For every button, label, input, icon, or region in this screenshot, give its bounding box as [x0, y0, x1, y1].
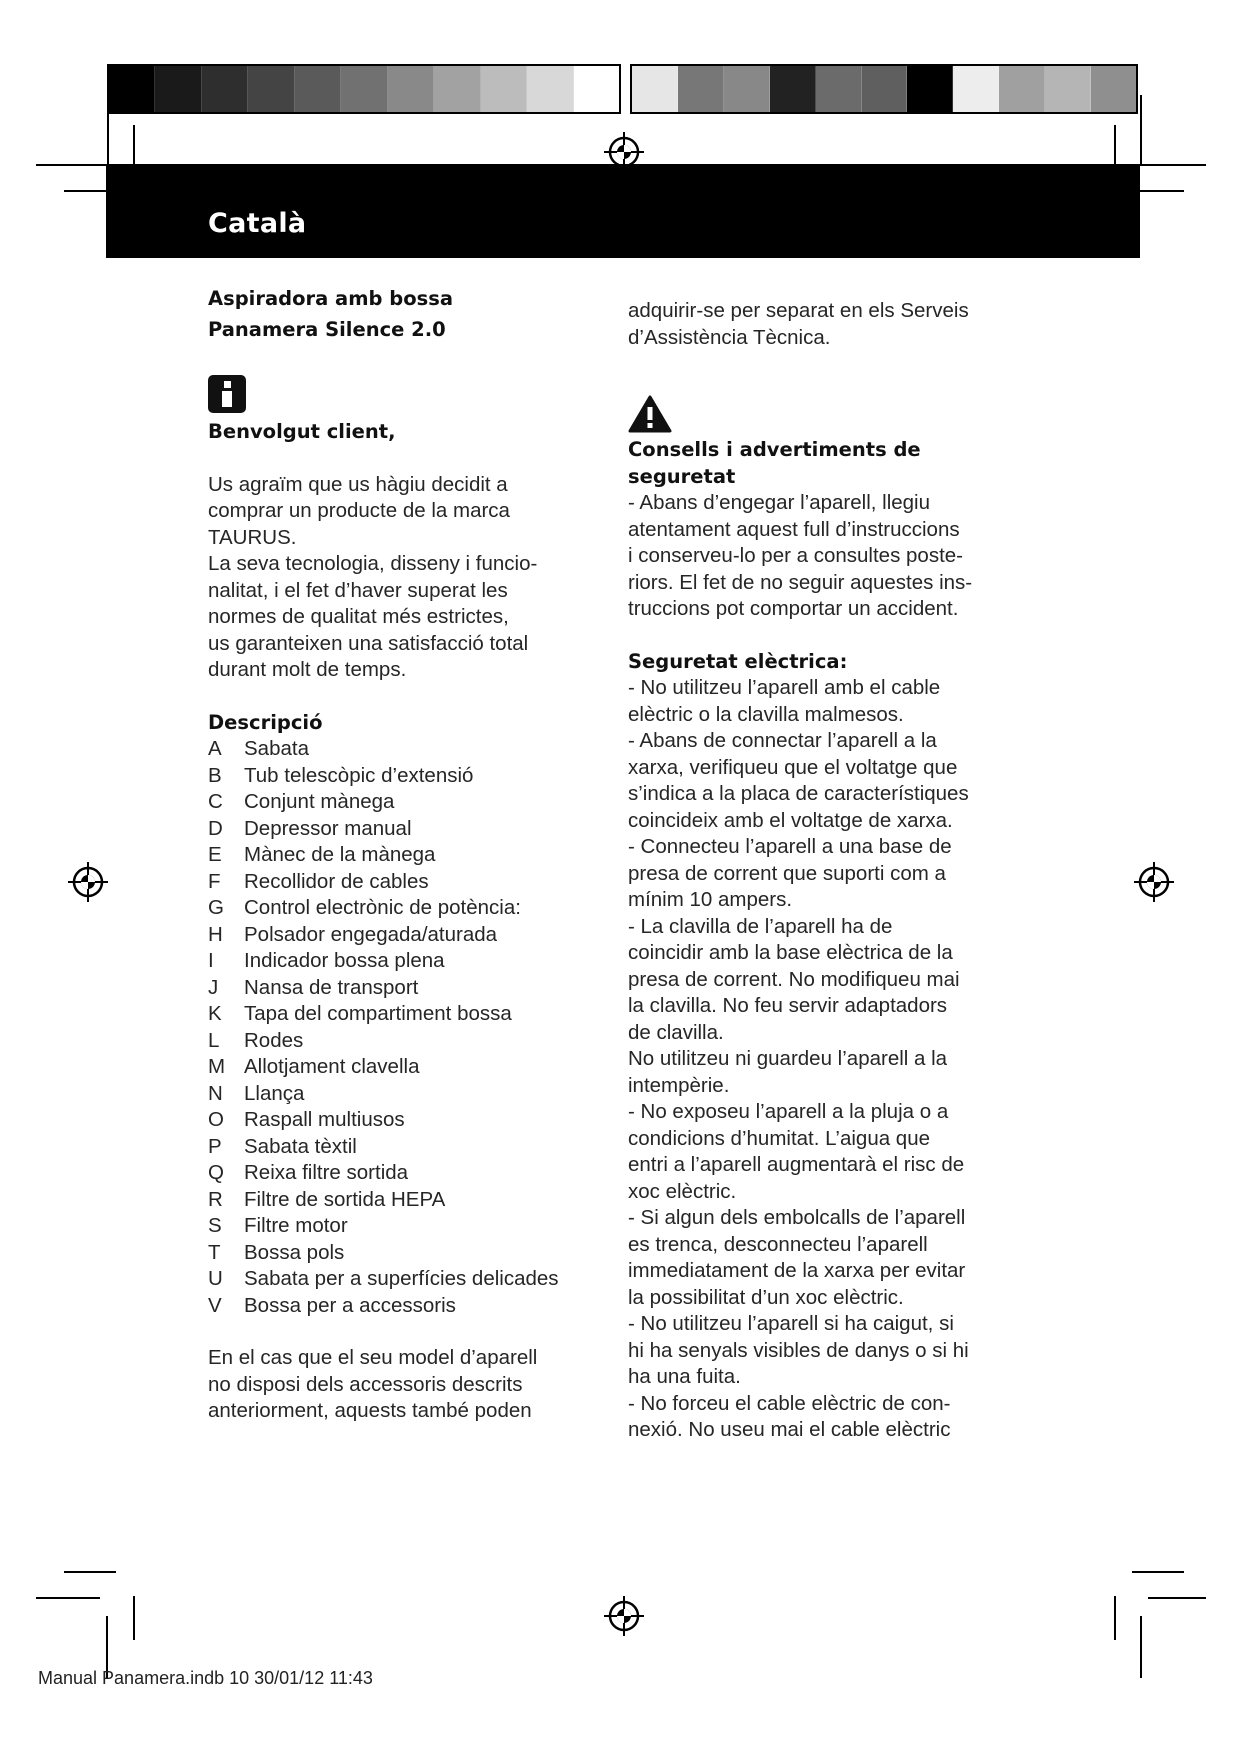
list-item-letter: O — [208, 1108, 224, 1131]
list-item-text: Conjunt mànega — [244, 790, 395, 813]
list-item-letter: H — [208, 922, 223, 946]
electrical-line: la possibilitat d’un xoc elèctric. — [628, 1285, 904, 1309]
list-item — [208, 922, 608, 949]
list-item — [208, 869, 608, 896]
crop-mark — [107, 95, 109, 165]
list-item-letter: K — [208, 1002, 222, 1025]
list-item-letter: N — [208, 1081, 223, 1105]
electrical-line: xoc elèctric. — [628, 1179, 737, 1203]
list-item — [208, 895, 608, 922]
electrical-line: coincidir amb la base elèctrica de la — [628, 941, 953, 964]
color-swatch — [770, 66, 816, 112]
electrical-line: s’indica a la placa de característiques — [628, 782, 969, 805]
description-list — [208, 736, 608, 1319]
electrical-line: hi ha senyals visibles de danys o si hi — [628, 1338, 969, 1362]
intro-line: Us agraïm que us hàgiu decidit a — [208, 472, 508, 496]
electrical-line: mínim 10 ampers. — [628, 888, 793, 911]
list-item-text: Reixa filtre sortida — [244, 1161, 409, 1184]
color-bar-left — [107, 64, 621, 114]
intro-line: durant molt de temps. — [208, 658, 407, 681]
list-item-text: Llança — [244, 1081, 305, 1105]
electrical-line: ha una fuita. — [628, 1365, 741, 1388]
color-swatch — [1091, 66, 1136, 112]
electrical-line: - No utilitzeu l’aparell si ha caigut, si — [628, 1312, 954, 1335]
continuation-text — [628, 298, 1028, 351]
electrical-line: de clavilla. — [628, 1020, 724, 1044]
color-swatch — [632, 66, 678, 112]
list-item-letter: B — [208, 763, 222, 787]
intro-text — [208, 472, 608, 684]
list-item-letter: T — [208, 1240, 221, 1264]
list-item-text: Indicador bossa plena — [244, 949, 445, 972]
list-item-letter: L — [208, 1028, 220, 1052]
list-item-letter: V — [208, 1293, 222, 1317]
safety-heading: Consells i advertiments de seguretat — [628, 438, 921, 488]
list-item-text: Nansa de transport — [244, 975, 419, 999]
list-item-text: Recollidor de cables — [244, 869, 429, 893]
list-item — [208, 736, 608, 763]
color-swatch — [109, 66, 155, 112]
electrical-line: - No utilitzeu l’aparell amb el cable — [628, 676, 941, 699]
list-item-text: Tub telescòpic d’extensió — [244, 763, 474, 787]
electrical-line: entri a l’aparell augmentarà el risc de — [628, 1153, 965, 1176]
crop-mark — [1114, 1596, 1116, 1640]
electrical-heading: Seguretat elèctrica: — [628, 649, 848, 673]
color-swatch — [434, 66, 480, 112]
list-item — [208, 1054, 608, 1081]
safety-line: truccions pot comportar un accident. — [628, 597, 959, 620]
warning-icon — [628, 395, 672, 433]
intro-line: us garanteixen una satisfacció total — [208, 631, 529, 655]
list-item — [208, 1134, 608, 1161]
electrical-line: condicions d’humitat. L’aigua que — [628, 1126, 931, 1150]
greeting: Benvolgut client, — [208, 420, 396, 443]
color-swatch — [481, 66, 527, 112]
intro-line: normes de qualitat més estrictes, — [208, 605, 509, 628]
crop-mark — [133, 1596, 135, 1640]
electrical-line: xarxa, verifiqueu que el voltatge que — [628, 755, 958, 779]
product-title-line1: Aspiradora amb bossa — [208, 287, 453, 310]
electrical-line: nexió. No useu mai el cable elèctric — [628, 1418, 951, 1441]
crop-mark — [64, 190, 108, 192]
electrical-line: la clavilla. No feu servir adaptadors — [628, 994, 948, 1017]
closing-line: En el cas que el seu model d’aparell — [208, 1346, 538, 1369]
list-item-letter: U — [208, 1267, 223, 1290]
color-swatch — [248, 66, 294, 112]
list-item-text: Filtre motor — [244, 1214, 348, 1237]
description-heading: Descripció — [208, 710, 323, 734]
list-item-text: Sabata per a superfícies delicades — [244, 1267, 559, 1290]
list-item-text: Control electrònic de potència: — [244, 896, 521, 919]
crop-mark — [36, 1597, 100, 1599]
crop-mark — [1140, 1616, 1142, 1678]
electrical-line: immediatament de la xarxa per evitar — [628, 1259, 966, 1282]
color-swatch — [527, 66, 573, 112]
intro-line: La seva tecnologia, disseny i funcio- — [208, 552, 538, 575]
list-item — [208, 1081, 608, 1108]
right-column — [628, 298, 1028, 1444]
crop-mark — [1132, 1571, 1184, 1573]
list-item-letter: E — [208, 843, 222, 866]
crop-mark — [36, 164, 108, 166]
safety-line: riors. El fet de no seguir aquestes ins- — [628, 570, 973, 594]
list-item-letter: G — [208, 896, 224, 919]
list-item — [208, 948, 608, 975]
color-swatch — [388, 66, 434, 112]
color-swatch — [953, 66, 999, 112]
list-item-text: Bossa pols — [244, 1240, 345, 1264]
electrical-line: - No forceu el cable elèctric de con- — [628, 1391, 951, 1415]
intro-line: comprar un producte de la marca — [208, 499, 510, 522]
closing-line: anteriorment, aquests també poden — [208, 1399, 532, 1422]
list-item — [208, 1160, 608, 1187]
list-item — [208, 1028, 608, 1055]
crop-mark — [1148, 1597, 1206, 1599]
electrical-line: presa de corrent. No modifiqueu mai — [628, 967, 960, 991]
electrical-line: coincideix amb el voltatge de xarxa. — [628, 808, 953, 832]
list-item-text: Filtre de sortida HEPA — [244, 1187, 446, 1211]
list-item-text: Sabata tèxtil — [244, 1134, 357, 1158]
list-item — [208, 1240, 608, 1267]
list-item-text: Bossa per a accessoris — [244, 1293, 456, 1317]
list-item-text: Allotjament clavella — [244, 1055, 420, 1078]
product-title-line2: Panamera Silence 2.0 — [208, 317, 446, 341]
list-item-letter: S — [208, 1214, 222, 1237]
info-icon — [208, 375, 246, 413]
closing-line: no disposi dels accessoris descrits — [208, 1372, 523, 1396]
list-item — [208, 763, 608, 790]
list-item-text: Mànec de la mànega — [244, 843, 436, 866]
left-column — [208, 286, 608, 1425]
registration-mark-icon — [602, 1594, 646, 1638]
color-swatch — [999, 66, 1045, 112]
electrical-line: - La clavilla de l’aparell ha de — [628, 914, 893, 938]
color-swatch — [295, 66, 341, 112]
safety-text — [628, 490, 1028, 623]
language-title: Català — [208, 208, 307, 239]
electrical-line: - Connecteu l’aparell a una base de — [628, 835, 952, 858]
color-swatch — [862, 66, 908, 112]
crop-mark — [64, 1571, 116, 1573]
electrical-line: - No exposeu l’aparell a la pluja o a — [628, 1100, 949, 1123]
footer-slug: Manual Panamera.indb 10 30/01/12 11:43 — [38, 1668, 373, 1688]
electrical-line: intempèrie. — [628, 1073, 730, 1097]
safety-line: - Abans d’engegar l’aparell, llegiu — [628, 491, 931, 514]
list-item-letter: M — [208, 1055, 226, 1078]
electrical-line: - Abans de connectar l’aparell a la — [628, 729, 937, 752]
list-item-text: Raspall multiusos — [244, 1108, 405, 1131]
registration-mark-icon — [66, 860, 110, 904]
crop-mark — [1140, 95, 1142, 165]
list-item-text: Rodes — [244, 1028, 304, 1052]
list-item — [208, 975, 608, 1002]
color-swatch — [724, 66, 770, 112]
list-item-letter: I — [208, 949, 214, 972]
list-item — [208, 816, 608, 843]
safety-line: atentament aquest full d’instruccions — [628, 517, 960, 541]
color-swatch — [1045, 66, 1091, 112]
list-item — [208, 1213, 608, 1240]
list-item-text: Depressor manual — [244, 816, 412, 840]
continuation-line: d’Assistència Tècnica. — [628, 325, 831, 349]
list-item-text: Tapa del compartiment bossa — [244, 1002, 512, 1025]
color-swatch — [574, 66, 619, 112]
list-item-letter: C — [208, 790, 223, 813]
electrical-line: No utilitzeu ni guardeu l’aparell a la — [628, 1047, 948, 1070]
list-item-letter: Q — [208, 1161, 224, 1184]
list-item — [208, 789, 608, 816]
color-swatch — [907, 66, 953, 112]
list-item-letter: A — [208, 737, 222, 760]
registration-mark-icon — [1132, 860, 1176, 904]
list-item-letter: F — [208, 869, 221, 893]
list-item-letter: J — [208, 975, 219, 999]
list-item — [208, 1266, 608, 1293]
color-swatch — [202, 66, 248, 112]
electrical-line: elèctric o la clavilla malmesos. — [628, 702, 904, 726]
electrical-line: es trenca, desconnecteu l’aparell — [628, 1232, 928, 1256]
list-item — [208, 1001, 608, 1028]
list-item-letter: R — [208, 1187, 223, 1211]
list-item-letter: D — [208, 816, 223, 840]
color-swatch — [816, 66, 862, 112]
list-item — [208, 1293, 608, 1320]
list-item — [208, 1187, 608, 1214]
electrical-line: - Si algun dels embolcalls de l’aparell — [628, 1206, 966, 1229]
electrical-text — [628, 675, 1028, 1444]
list-item-text: Polsador engegada/aturada — [244, 922, 498, 946]
safety-line: i conserveu-lo per a consultes poste- — [628, 544, 964, 567]
intro-line: nalitat, i el fet d’haver superat les — [208, 578, 508, 602]
list-item-text: Sabata — [244, 737, 309, 760]
electrical-line: presa de corrent que suporti com a — [628, 861, 946, 885]
color-bar-right — [630, 64, 1138, 114]
color-swatch — [341, 66, 387, 112]
continuation-line: adquirir-se per separat en els Serveis — [628, 299, 969, 322]
list-item — [208, 1107, 608, 1134]
list-item-letter: P — [208, 1134, 222, 1158]
crop-mark — [1140, 190, 1184, 192]
closing-text — [208, 1345, 608, 1425]
header-band — [106, 164, 1140, 258]
intro-line: TAURUS. — [208, 525, 297, 549]
color-swatch — [155, 66, 201, 112]
list-item — [208, 842, 608, 869]
crop-mark — [1140, 164, 1206, 166]
color-swatch — [678, 66, 724, 112]
